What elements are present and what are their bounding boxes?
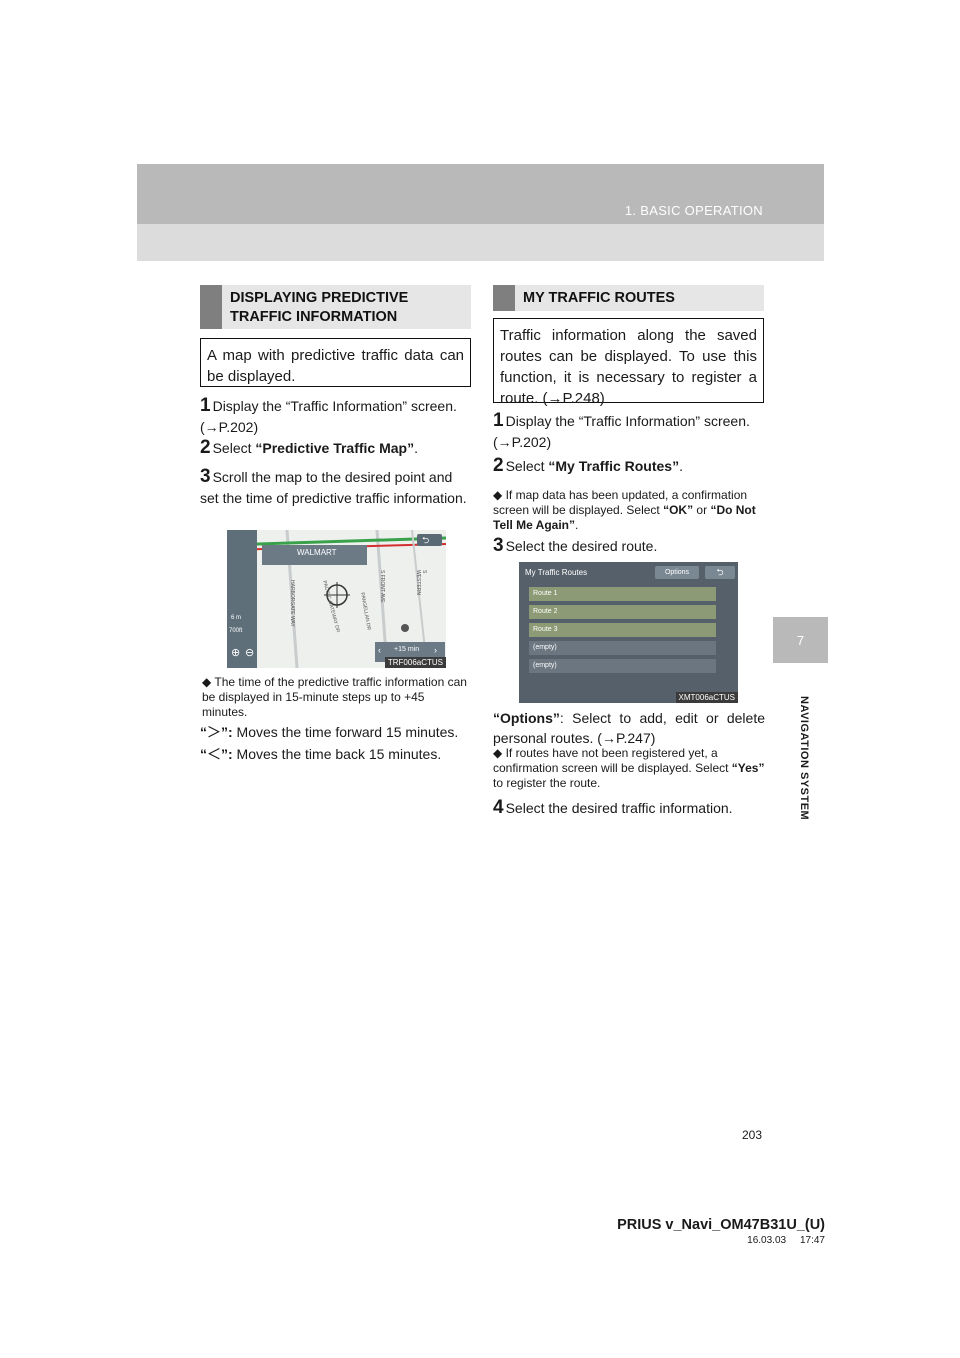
image-code: TRF006aCTUS	[385, 657, 446, 668]
back-icon[interactable]: ⮌	[705, 566, 735, 579]
step-1: 1 Display the “Traffic Information” screen. (→P.202)	[200, 395, 457, 435]
document-title: PRIUS v_Navi_OM47B31U_(U)	[617, 1217, 825, 1233]
options-description: “Options”: Select to add, edit or delete personal routes. (→P.247)	[493, 710, 765, 746]
street-label: PACIFIC GATEWAY DR	[321, 580, 341, 634]
note-register-route: ◆ If routes have not been registered yet, a confirmation screen will be displayed. Select “Yes” to register the route.	[493, 746, 765, 790]
step-number: 3	[200, 466, 211, 487]
zoom-label: 700ft	[229, 628, 243, 634]
back-description: “＜”: Moves the time back 15 minutes.	[200, 746, 442, 762]
route-item[interactable]: (empty)	[529, 641, 716, 655]
screen-title: My Traffic Routes	[525, 568, 588, 577]
step-2: 2 Select “Predictive Traffic Map”.	[200, 437, 418, 458]
heading-line-1: DISPLAYING PREDICTIVE	[230, 290, 409, 306]
intro-box: Traffic information along the saved routes can be displayed. To use this function, it is necessary to register a route. (→P.248)	[493, 318, 764, 403]
street-label: S WESTERN	[415, 570, 427, 595]
arrow-icon: →	[204, 419, 219, 435]
step-number: 1	[200, 395, 211, 416]
step-4: 4 Select the desired traffic information.	[493, 797, 733, 818]
step-1: 1 Display the “Traffic Information” screen. (→P.202)	[493, 410, 750, 450]
heading-text: MY TRAFFIC ROUTES	[523, 290, 675, 306]
zoom-out-icon[interactable]: ⊖	[245, 647, 255, 659]
step-number: 2	[200, 437, 211, 458]
forward-description: “＞”: Moves the time forward 15 minutes.	[200, 724, 459, 740]
route-item[interactable]: (empty)	[529, 659, 716, 673]
section-heading-predictive	[200, 285, 471, 329]
bullet-icon: ◆	[493, 488, 503, 502]
back-icon[interactable]: ⮌	[422, 535, 430, 545]
step-3: 3 Scroll the map to the desired point and set the time of predictive traffic information.	[200, 466, 467, 506]
time-label: +15 min	[394, 646, 420, 653]
note-map-updated: ◆ If map data has been updated, a confirmation screen will be displayed. Select “OK” or “Do Not Tell Me Again”.	[493, 488, 756, 532]
arrow-icon: →	[601, 730, 616, 746]
zoom-in-icon[interactable]: ⊕	[231, 647, 241, 659]
header-subband	[137, 224, 824, 261]
route-item[interactable]: Route 3	[529, 623, 716, 637]
street-label: HARBORGATE WAY	[289, 580, 295, 627]
section-title: 1. BASIC OPERATION	[624, 203, 763, 218]
section-heading-my-routes	[493, 285, 764, 311]
predictive-map-screen	[227, 530, 446, 668]
time-forward-button[interactable]: ›	[434, 645, 437, 655]
chapter-label: NAVIGATION SYSTEM	[798, 696, 810, 821]
map-banner: WALMART	[297, 548, 337, 557]
scale-label: 6 m	[231, 615, 242, 621]
step-2: 2 Select “My Traffic Routes”.	[493, 455, 683, 476]
street-label: S FRONT AVE	[379, 570, 385, 603]
street-label: PANGELLAN DR	[359, 592, 372, 631]
step-3: 3 Select the desired route.	[493, 535, 658, 556]
bullet-icon: ◆	[202, 675, 212, 689]
step-number: 1	[493, 410, 504, 431]
step-number: 4	[493, 797, 504, 818]
arrow-icon: →	[497, 434, 512, 450]
step-number: 2	[493, 455, 504, 476]
chapter-tab: 7	[773, 617, 828, 663]
route-item[interactable]: Route 2	[529, 605, 716, 619]
page-number: 203	[742, 1128, 763, 1142]
bullet-icon: ◆	[493, 746, 503, 760]
options-button[interactable]: Options	[655, 566, 699, 579]
document-date: 16.03.03 17:47	[747, 1235, 825, 1246]
image-code: XMT006aCTUS	[676, 692, 738, 703]
heading-line-2: TRAFFIC INFORMATION	[230, 309, 398, 325]
route-item[interactable]: Route 1	[529, 587, 716, 601]
note-time-steps: ◆ The time of the predictive traffic information can be displayed in 15-minute steps up to +45 minutes.	[202, 675, 467, 719]
step-number: 3	[493, 535, 504, 556]
intro-box: A map with predictive traffic data can be displayed.	[200, 338, 471, 387]
my-traffic-routes-screen	[519, 562, 738, 703]
time-back-button[interactable]: ‹	[378, 645, 381, 655]
